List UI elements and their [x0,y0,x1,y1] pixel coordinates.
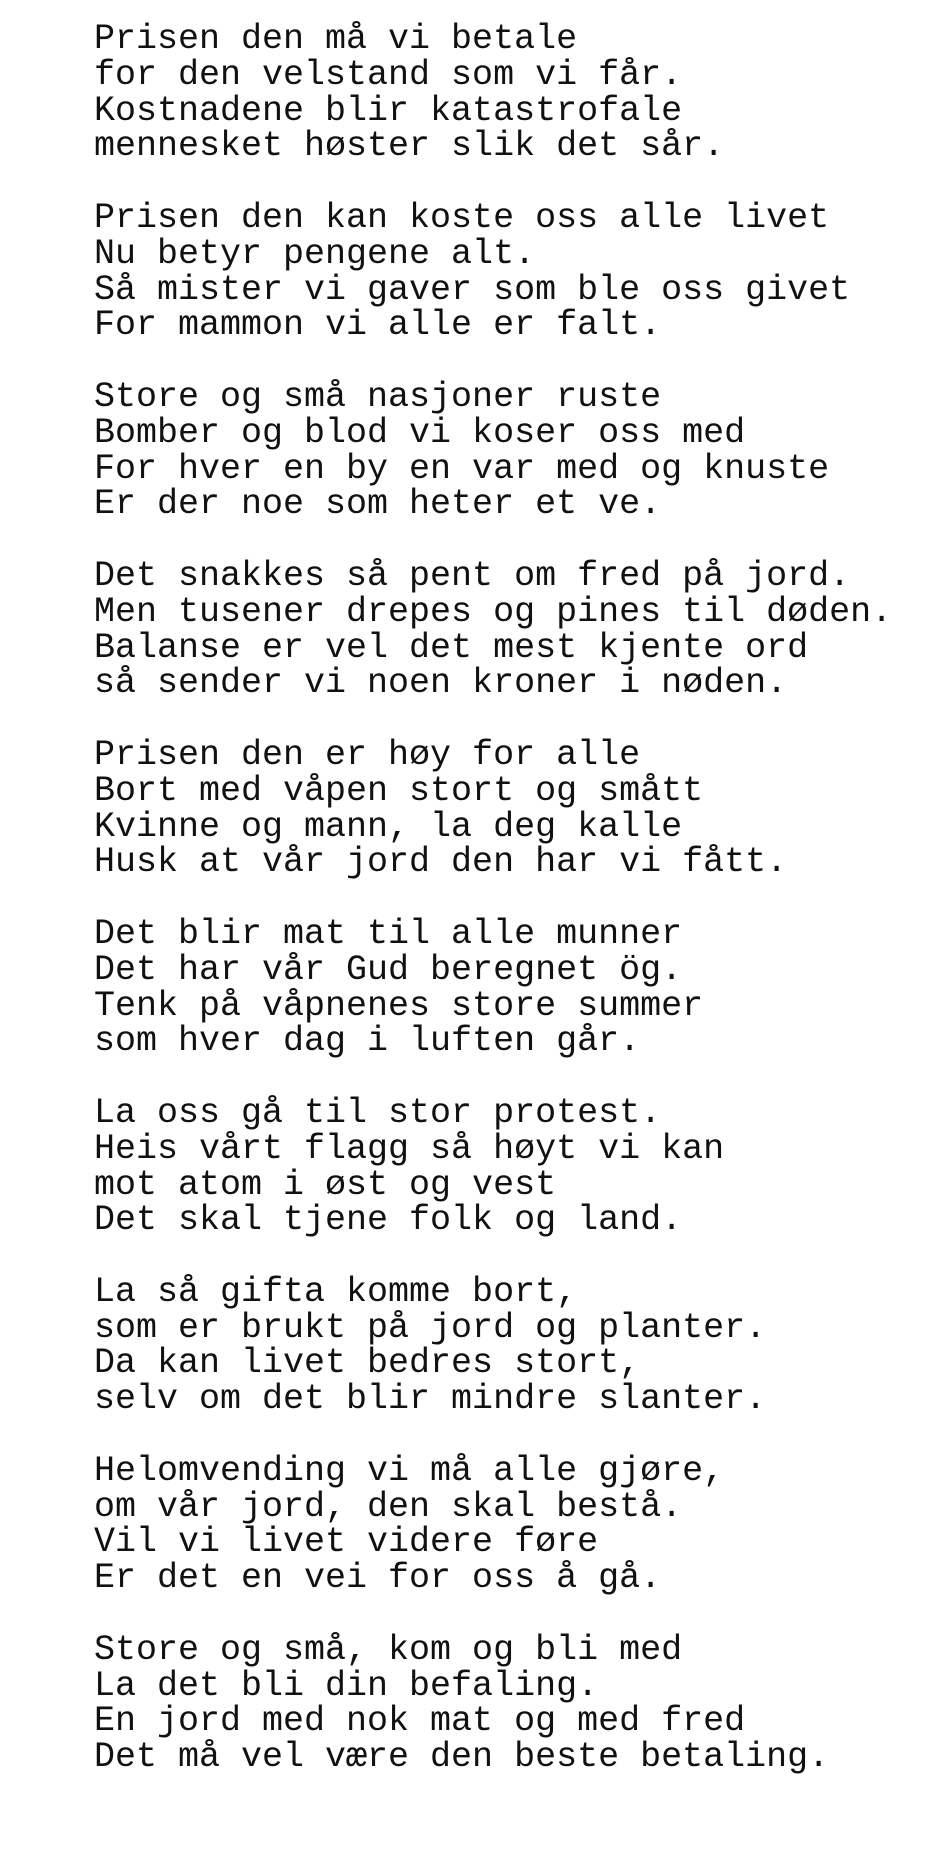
poem-line: Bomber og blod vi koser oss med [94,412,746,453]
poem-line: Kvinne og mann, la deg kalle [94,806,683,847]
poem-line: som hver dag i luften går. [94,1021,641,1062]
poem-line: Prisen den kan koste oss alle livet [94,197,830,238]
poem-line: Men tusener drepes og pines til døden. [94,591,893,632]
poem-line: En jord med nok mat og med fred [94,1701,746,1742]
stanza-7 [94,1092,924,1241]
stanza-3 [94,376,924,525]
poem-line: La oss gå til stor protest. [94,1092,662,1133]
poem-line: Tenk på våpnenes store summer [94,985,704,1026]
stanza-5 [94,734,924,883]
poem-line: Det snakkes så pent om fred på jord. [94,555,851,596]
poem-line: Kostnadene blir katastrofale [94,90,683,131]
stanza-1 [94,19,924,167]
poem-line: Prisen den må vi betale [94,19,578,59]
stanza-2 [94,197,924,346]
poem-line: Prisen den er høy for alle [94,734,641,775]
poem-line: La det bli din befaling. [94,1665,599,1706]
poem-line: Det må vel være den beste betaling. [94,1737,830,1778]
poem-line: Så mister vi gaver som ble oss givet [94,269,851,310]
poem-line: så sender vi noen kroner i nøden. [94,663,788,704]
poem-line: Nu betyr pengene alt. [94,233,536,274]
poem-line: Balanse er vel det mest kjente ord [94,627,809,668]
poem-text [94,19,924,1778]
poem-line: Husk at vår jord den har vi fått. [94,842,788,883]
poem-line: Heis vårt flagg så høyt vi kan [94,1128,725,1169]
poem-line: For mammon vi alle er falt. [94,305,662,346]
poem-line: Bort med våpen stort og smått [94,770,704,811]
poem-line: Helomvending vi må alle gjøre, [94,1450,725,1491]
poem-line: Store og små nasjoner ruste [94,376,662,417]
poem-line: For hver en by en var med og knuste [94,448,830,489]
poem-line: for den velstand som vi får. [94,54,683,95]
poem-line: Da kan livet bedres stort, [94,1343,641,1384]
poem-line: mot atom i øst og vest [94,1164,557,1205]
poem-line: Det skal tjene folk og land. [94,1200,683,1241]
stanza-6 [94,913,924,1062]
poem-line: La så gifta komme bort, [94,1271,578,1312]
poem-line: Det har vår Gud beregnet ög. [94,949,683,990]
poem-line: selv om det blir mindre slanter. [94,1379,767,1420]
poem-line: om vår jord, den skal bestå. [94,1486,683,1527]
stanza-9 [94,1450,924,1599]
poem-line: Det blir mat til alle munner [94,913,683,954]
poem-line: Store og små, kom og bli med [94,1629,683,1670]
poem-line: Er det en vei for oss å gå. [94,1558,662,1599]
stanza-4 [94,555,924,704]
poem-line: mennesket høster slik det sår. [94,126,725,167]
poem-line: Vil vi livet videre føre [94,1522,599,1563]
stanza-10 [94,1629,924,1778]
poem-line: Er der noe som heter et ve. [94,484,662,525]
poem-line: som er brukt på jord og planter. [94,1307,767,1348]
stanza-8 [94,1271,924,1420]
